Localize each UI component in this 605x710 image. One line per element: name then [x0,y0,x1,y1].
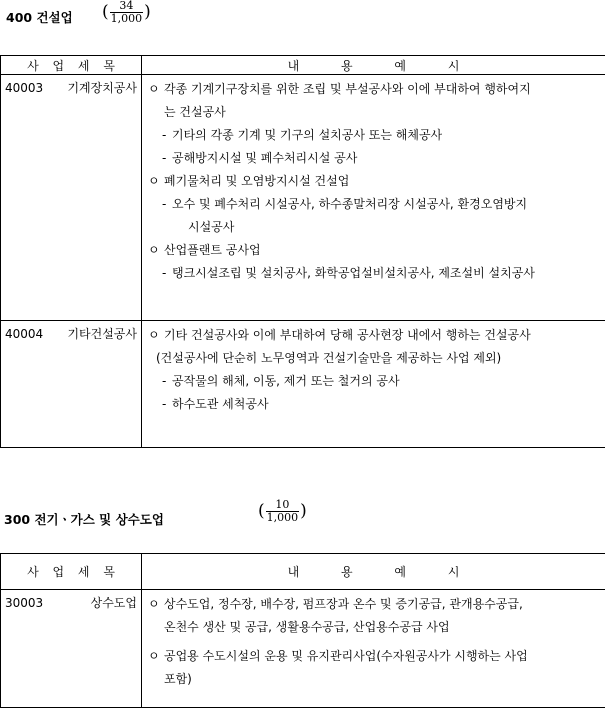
row-content-cell [142,75,605,321]
circle-marker: ㅇ [148,82,160,96]
item-name: 상수도업 [90,596,137,610]
content-line: - 탱크시설조립 및 설치공사, 화학공업설비설치공사, 제조설비 설치공사 [148,262,601,285]
dash-marker: - [162,266,167,280]
rate-fraction [102,0,151,25]
content-line: ㅇ 상수도업, 정수장, 배수장, 펌프장과 온수 및 증기공급, 관개용수공급, [148,593,601,616]
row-content-cell [142,321,605,448]
circle-marker: ㅇ [148,597,160,611]
header-item: 사 업 세 목 [1,56,142,75]
dash-marker: - [162,151,167,165]
section-construction-title: 400 건설업 [6,10,73,25]
rate-numerator: 10 [275,498,290,511]
item-name: 기계장치공사 [67,81,137,95]
paren-open: ( [258,501,265,521]
item-code: 30003 [5,596,44,610]
content-line: ㅇ 공업용 수도시설의 운용 및 유지관리사업(수자원공사가 시행하는 사업 [148,645,601,668]
dash-marker: - [162,197,167,211]
item-name: 기타건설공사 [67,327,137,341]
construction-table [0,55,605,448]
content-line: 시설공사 [188,220,235,234]
content-line: (건설공사에 단순히 노무영역과 건설기술만을 제공하는 사업 제외) [156,351,502,365]
content-line: ㅇ 기타 건설공사와 이에 부대하여 당해 공사현장 내에서 행하는 건설공사 [148,324,601,347]
content-line: ㅇ 산업플랜트 공사업 [148,239,601,262]
rate-numerator: 34 [119,0,134,12]
dash-marker: - [162,128,167,142]
row-item-cell [1,75,142,321]
content-line: 온천수 생산 및 공급, 생활용수공급, 산업용수공급 사업 [164,620,450,634]
dash-marker: - [162,374,167,388]
paren-close: ) [144,2,151,22]
content-line: - 하수도관 세척공사 [148,393,601,416]
header-content: 내 용 예 시 [142,554,605,590]
content-line: ㅇ 각종 기계기구장치를 위한 조립 및 부설공사와 이에 부대하여 행하여지 [148,78,601,101]
circle-marker: ㅇ [148,243,160,257]
rate-fraction [258,499,307,524]
circle-marker: ㅇ [148,174,160,188]
content-line: - 공작물의 해체, 이동, 제거 또는 철거의 공사 [148,370,601,393]
content-line: - 공해방지시설 및 폐수처리시설 공사 [148,147,601,170]
header-content: 내 용 예 시 [142,56,605,75]
row-item-cell [1,321,142,448]
content-line: 는 건설공사 [164,105,226,119]
row-item-cell [1,590,142,708]
content-line: 포함) [164,672,192,686]
header-item: 사 업 세 목 [1,554,142,590]
rate-denominator: 1,000 [266,511,299,524]
item-code: 40003 [5,81,44,95]
section-utility-title: 300 전기ㆍ가스 및 상수도업 [4,512,164,527]
utility-table [0,553,605,708]
row-content-cell [142,590,605,708]
circle-marker: ㅇ [148,649,160,663]
paren-open: ( [102,2,109,22]
circle-marker: ㅇ [148,328,160,342]
content-line: - 오수 및 폐수처리 시설공사, 하수종말처리장 시설공사, 환경오염방지 [148,193,601,216]
rate-denominator: 1,000 [110,12,143,25]
item-code: 40004 [5,327,44,341]
dash-marker: - [162,397,167,411]
paren-close: ) [300,501,307,521]
content-line: ㅇ 폐기물처리 및 오염방지시설 건설업 [148,170,601,193]
content-line: - 기타의 각종 기계 및 기구의 설치공사 또는 해체공사 [148,124,601,147]
